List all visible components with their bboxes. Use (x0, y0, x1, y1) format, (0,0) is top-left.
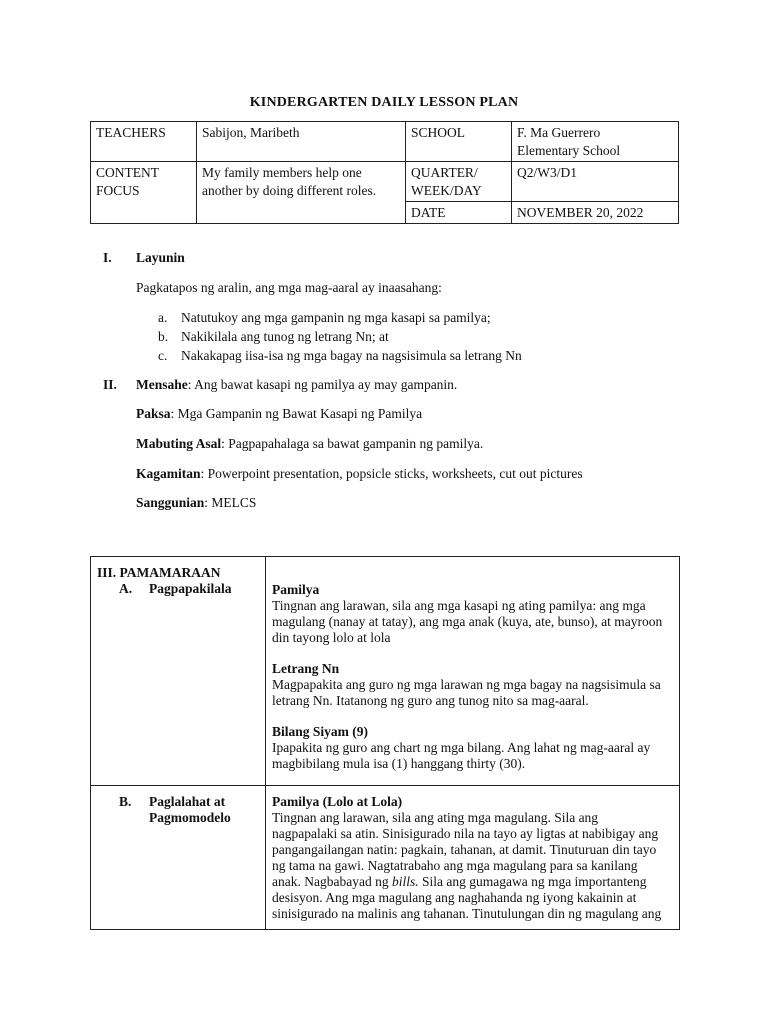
school-value-line1: F. Ma Guerrero (517, 125, 601, 140)
step-b-text (149, 794, 231, 826)
procedure-table (90, 556, 680, 930)
asal-line (136, 435, 483, 453)
step-b-text-line2: Pagmomodelo (149, 810, 231, 825)
bilang-siyam-line: magbibilang mula isa (1) hanggang thirty (30). (272, 756, 526, 771)
quarter-value: Q2/W3/D1 (512, 162, 679, 202)
procedure-row-b (91, 786, 680, 930)
objective-item (136, 327, 522, 346)
teachers-row (91, 122, 679, 162)
step-a-label (97, 581, 259, 597)
school-label: SCHOOL (406, 122, 512, 162)
letrang-nn-line: Magpapakita ang guro ng mga larawan ng mga bagay na nagsisimula sa (272, 677, 661, 692)
section-1-numeral: I. (103, 250, 112, 265)
asal-label: Mabuting Asal (136, 436, 222, 451)
sanggunian-label: Sanggunian (136, 495, 205, 510)
objective-item (136, 346, 522, 365)
procedure-row-b-label-cell (91, 786, 266, 930)
step-a-text: Pagpapakilala (149, 581, 232, 596)
bilang-siyam-line: Ipapakita ng guro ang chart ng mga bilang. Ang lahat ng mag-aaral ay (272, 740, 651, 755)
content-focus-value (197, 162, 406, 224)
mensahe-label: Mensahe (136, 377, 188, 392)
content-focus-row (91, 162, 679, 202)
paragraph-line: desisyon. Ang mga magulang ang naghahanda ng iyong kakainin at (272, 890, 637, 905)
pamilya-line: din tayong lolo at lola (272, 630, 391, 645)
mensahe-value: : Ang bawat kasapi ng pamilya ay may gampanin. (187, 377, 458, 392)
teachers-value: Sabijon, Maribeth (197, 122, 406, 162)
date-label: DATE (406, 202, 512, 224)
kagamitan-value: : Powerpoint presentation, popsicle sticks, worksheets, cut out pictures (200, 466, 583, 481)
procedure-row-a-label-cell (91, 557, 266, 786)
paragraph-line-part: anak. Nagbabayad ng (272, 874, 392, 889)
objective-marker: a. (158, 310, 168, 325)
sanggunian-value: : MELCS (204, 495, 257, 510)
objective-text: Natutukoy ang mga gampanin ng mga kasapi sa pamilya; (181, 310, 491, 325)
content-focus-value-line1: My family members help one (202, 165, 362, 180)
letrang-nn-block (272, 661, 673, 709)
date-value: NOVEMBER 20, 2022 (512, 202, 679, 224)
objective-text: Nakakapag iisa-isa ng mga bagay na nagsisimula sa letrang Nn (181, 348, 522, 363)
pamilya-title: Pamilya (272, 582, 320, 597)
section-2-numeral: II. (103, 377, 117, 392)
kagamitan-line (136, 465, 583, 483)
objective-text: Nakikilala ang tunog ng letrang Nn; at (181, 329, 389, 344)
pamilya-lolo-lola-title: Pamilya (Lolo at Lola) (272, 794, 403, 809)
document-title: KINDERGARTEN DAILY LESSON PLAN (249, 95, 519, 110)
header-info-table (90, 121, 679, 224)
step-b-label (97, 794, 259, 826)
step-a-letter: A. (119, 581, 133, 596)
pamilya-line: magulang (nanay at tatay), ang mga anak (kuya, ate, bunso), at mayroon (272, 614, 663, 629)
content-focus-label-line1: CONTENT (96, 165, 159, 180)
quarter-label (406, 162, 512, 202)
section-1-intro: Pagkatapos ng aralin, ang mga mag-aaral ay inaasahang: (136, 280, 442, 295)
pamilya-block (272, 582, 673, 646)
letrang-nn-line: letrang Nn. Itatanong ng guro ang tunog nito sa mag-aaral. (272, 693, 589, 708)
paragraph-line: pangangailangan natin: pagkain, tahanan, at damit. Tinuturuan din tayo (272, 842, 657, 857)
quarter-label-line1: QUARTER/ (411, 165, 478, 180)
paragraph-line: ng tama na gawi. Nagtatrabaho ang mga magulang para sa kanilang (272, 858, 638, 873)
quarter-label-line2: WEEK/DAY (411, 183, 482, 198)
letrang-nn-title: Letrang Nn (272, 661, 340, 676)
sanggunian-line (136, 494, 256, 512)
paksa-value: : Mga Gampanin ng Bawat Kasapi ng Pamilya (170, 406, 423, 421)
paragraph-line: nagpapalaki sa atin. Sinisigurado nila na tayo ay ligtas at nabibigay ang (272, 826, 659, 841)
procedure-row-a (91, 557, 680, 786)
content-focus-label (91, 162, 197, 224)
objective-item (136, 308, 522, 327)
asal-value: : Pagpapahalaga sa bawat gampanin ng pamilya. (221, 436, 484, 451)
paksa-label: Paksa (136, 406, 171, 421)
paragraph-line-part: Sila ang gumagawa ng mga importanteng (418, 874, 647, 889)
step-b-letter: B. (119, 794, 132, 809)
paragraph-line (272, 874, 673, 890)
content-focus-value-line2: another by doing different roles. (202, 183, 377, 198)
paksa-line (136, 405, 422, 423)
mensahe-line (136, 376, 457, 394)
school-value-line2: Elementary School (517, 143, 621, 158)
objectives-list (136, 308, 522, 365)
paragraph-line: Tingnan ang larawan, sila ang ating mga magulang. Sila ang (272, 810, 599, 825)
kagamitan-label: Kagamitan (136, 466, 201, 481)
pamilya-line: Tingnan ang larawan, sila ang mga kasapi ng ating pamilya: ang mga (272, 598, 646, 613)
bilang-siyam-title: Bilang Siyam (9) (272, 724, 369, 739)
procedure-row-b-content-cell (266, 786, 680, 930)
section-1-heading: Layunin (136, 250, 185, 265)
section-3-heading: III. PAMAMARAAN (97, 565, 221, 580)
objective-marker: b. (158, 329, 169, 344)
procedure-row-a-content-cell (266, 557, 680, 786)
content-focus-label-line2: FOCUS (96, 183, 140, 198)
school-value (512, 122, 679, 162)
bilang-siyam-block (272, 724, 673, 772)
objective-marker: c. (158, 348, 168, 363)
step-b-text-line1: Paglalahat at (149, 794, 226, 809)
bills-emphasis: bills. (391, 874, 419, 889)
teachers-label: TEACHERS (91, 122, 197, 162)
paragraph-line: sinisigurado na malinis ang tahanan. Tinutulungan din ng magulang ang (272, 906, 662, 921)
